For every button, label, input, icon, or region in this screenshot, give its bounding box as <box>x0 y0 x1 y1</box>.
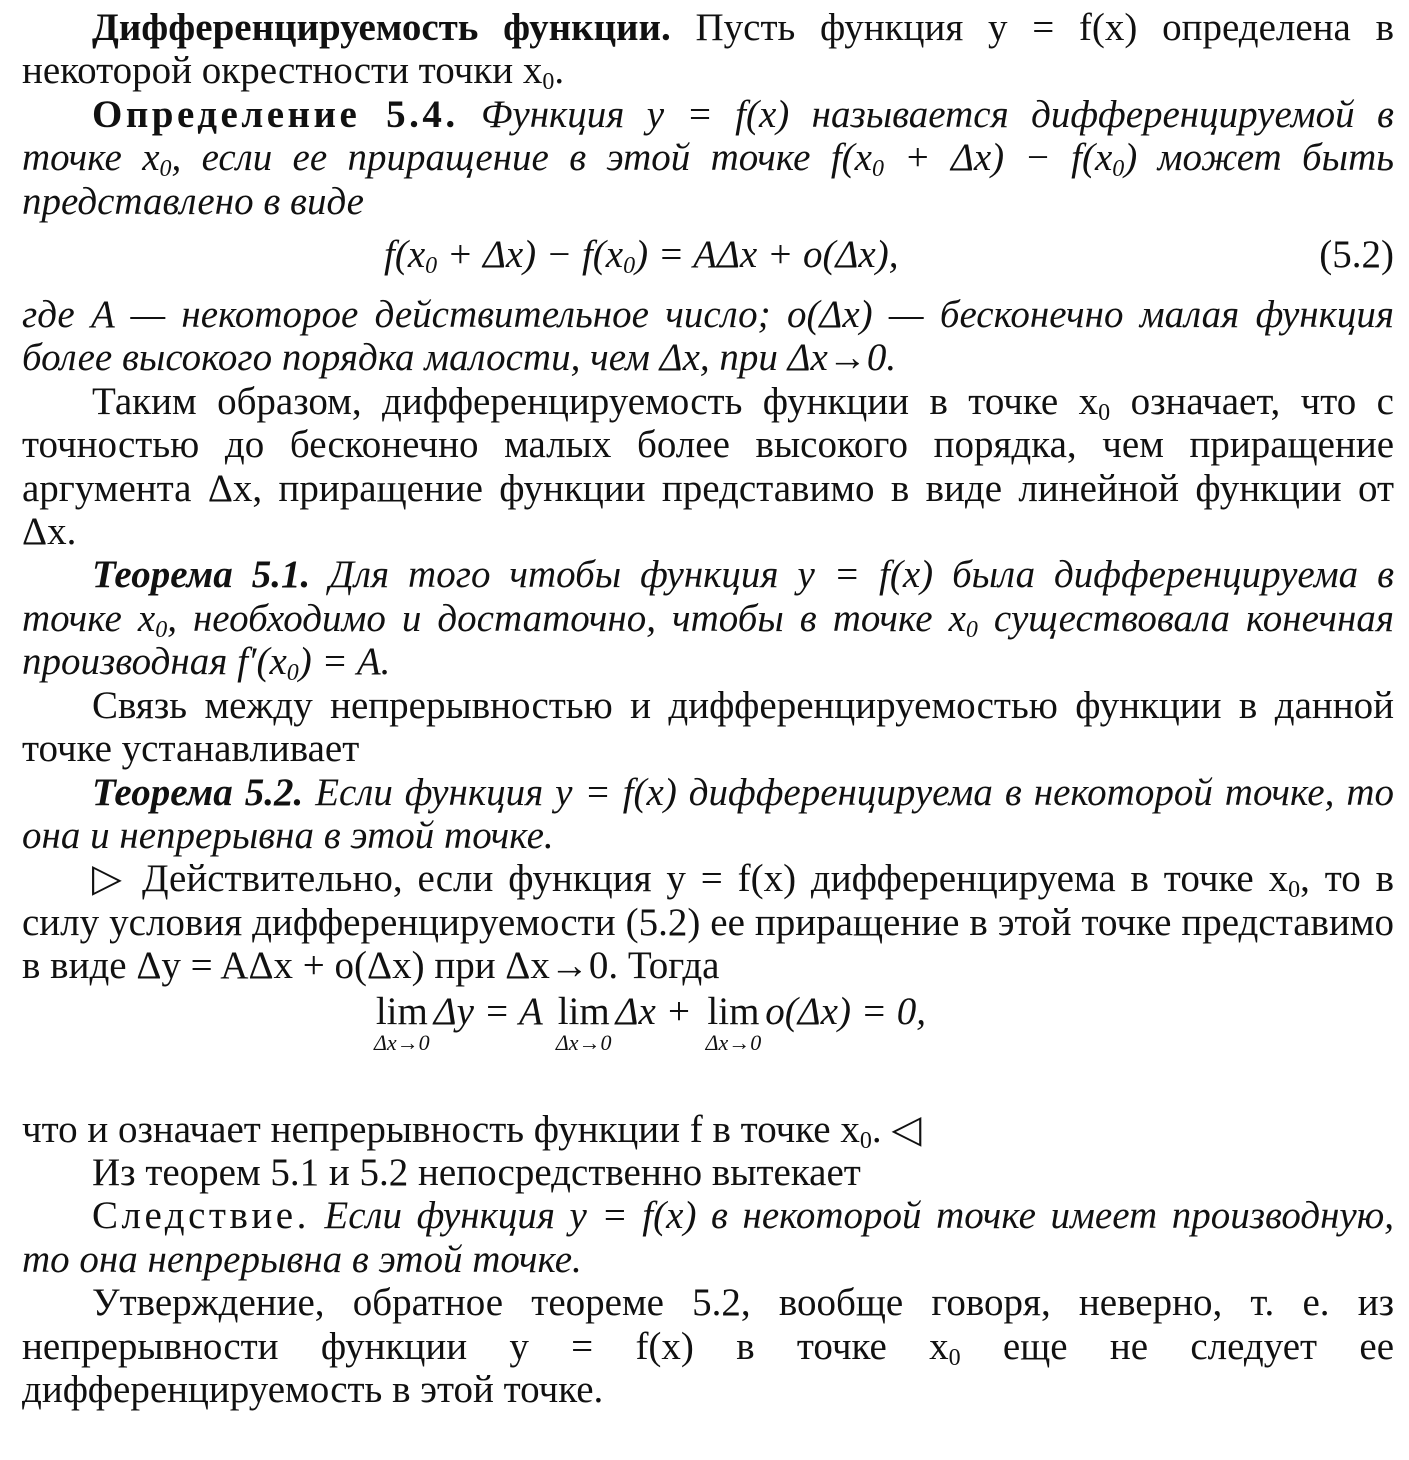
equation-explanation <box>22 293 1394 380</box>
corollary <box>22 1194 1394 1281</box>
limit-term: Δx + <box>615 989 702 1033</box>
proof-end-paragraph <box>22 1107 1394 1154</box>
definition-text: Функция y = f(x) называется дифференцируемой в точке $x_0$, если ее приращение в этой точке $f(x_0 + \Delta x) - f(x_0)$ может быть представлено в виде <box>22 92 1394 223</box>
lim-subscript: Δx→0 <box>555 1029 612 1055</box>
theorem-5-1 <box>22 553 1395 687</box>
section-heading: Дифференцируемость функции. <box>92 6 671 49</box>
equation-number: (5.2) <box>1319 233 1394 277</box>
theorem-label: Теорема 5.1. <box>92 553 311 597</box>
limit-operator <box>555 989 612 1055</box>
limit-term: o(Δx) = 0, <box>765 989 927 1033</box>
limit-operator <box>374 989 430 1055</box>
limit-equation-body <box>370 989 927 1055</box>
limit-term: Δy = A <box>433 989 552 1033</box>
theorem-5-2 <box>22 771 1394 858</box>
corollary-label: Следствие. <box>92 1194 310 1238</box>
paragraph-meaning <box>22 380 1394 554</box>
proof-paragraph <box>22 857 1394 987</box>
proof-start-marker: ▷ <box>92 857 128 901</box>
proof-text: Действительно, если функция y = f(x) дифференцируема в точке $x_0$, то в силу условия дифференцируемости (5.2) ее приращение в этой точке представимо в виде Δy = AΔx + o(Δx) при Δx→0. Тогда <box>22 857 1395 988</box>
paragraph-text: Таким образом, дифференцируемость функции в точке $x_0$ означает, что с точностью до бесконечно малых более высокого порядка, чем приращение аргумента Δx, приращение функции представимо в виде линейной функции от Δx. <box>22 379 1394 554</box>
equation-5-2 <box>22 227 1394 283</box>
theorem-text: Если функция y = f(x) дифференцируема в некоторой точке, то она и непрерывна в этой точке. <box>22 770 1394 857</box>
explanation-text: где A — некоторое действительное число; o(Δx) — бесконечно малая функция более высокого порядка малости, чем Δx, при Δx→0. <box>22 293 1394 380</box>
paragraph-text: Из теорем 5.1 и 5.2 непосредственно вытекает <box>92 1150 861 1194</box>
paragraph-differentiability-intro <box>22 6 1394 96</box>
paragraph-converse <box>22 1281 1394 1411</box>
lim-subscript: Δx→0 <box>374 1029 430 1055</box>
theorem-label: Теорема 5.2. <box>92 770 304 814</box>
definition-label: Определение 5.4. <box>92 92 459 136</box>
definition-5-4 <box>22 93 1394 223</box>
proof-end-marker: ◁ <box>891 1107 922 1151</box>
textbook-page <box>22 6 1394 1411</box>
limit-equation <box>22 988 1394 1108</box>
lim-word: lim <box>707 989 760 1033</box>
proof-end-text: что и означает непрерывность функции f в точке $x_0$. <box>22 1107 882 1154</box>
paragraph-text: Утверждение, обратное теореме 5.2, вообще говоря, неверно, т. е. из непрерывности функции y = f(x) в точке $x_0$ еще не следует ее дифференцируемость в этой точке. <box>22 1281 1394 1411</box>
theorem-text: Для того чтобы функция y = f(x) была дифференцируема в точке $x_0$, необходимо и достаточно, чтобы в точке $x_0$ существовала конечная производная $f'(x_0) = A$. <box>22 553 1395 687</box>
corollary-text: Если функция y = f(x) в некоторой точке имеет производную, то она непрерывна в этой точке. <box>22 1194 1394 1281</box>
paragraph-text: Пусть функция y = f(x) определена в некоторой окрестности точки $x_0$. <box>22 6 1394 96</box>
lim-word: lim <box>375 989 428 1033</box>
paragraph-follows <box>22 1151 1394 1194</box>
paragraph-text: Связь между непрерывностью и дифференцируемостью функции в данной точке устанавливает <box>22 683 1394 771</box>
limit-operator <box>705 989 762 1055</box>
lim-word: lim <box>557 989 610 1033</box>
equation-formula: $f(x_0 + \Delta x) - f(x_0) = A\Delta x + o(\Delta x)$, <box>384 233 899 280</box>
paragraph-continuity-link <box>22 684 1394 771</box>
lim-subscript: Δx→0 <box>705 1029 762 1055</box>
